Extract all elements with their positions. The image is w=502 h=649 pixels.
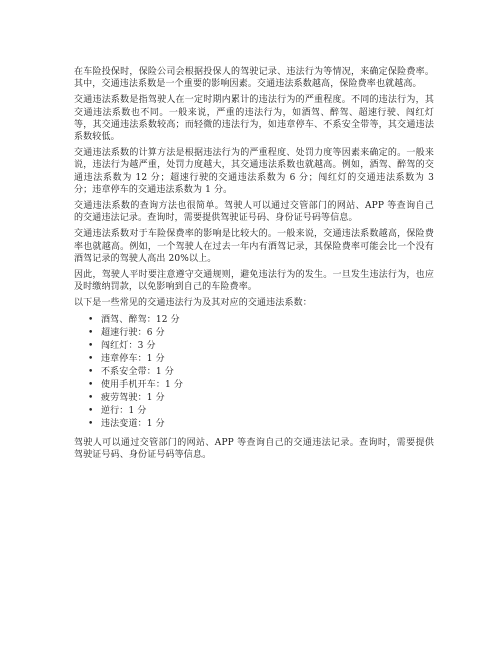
list-item-text: 酒驾、醉驾：12 分: [101, 314, 180, 325]
bullet-icon: •: [88, 393, 94, 404]
paragraph-closing: 驾驶人可以通过交管部门的网站、APP 等查询自己的交通违法记录。查询时，需要提供驾驶证号码、身份证号码等信息。: [74, 437, 434, 460]
bullet-icon: •: [88, 340, 94, 351]
paragraph-advice: 因此，驾驶人平时要注意遵守交通规则，避免违法行为的发生。一旦发生违法行为，也应及时缴纳罚款，以免影响到自己的车险费率。: [74, 270, 434, 293]
paragraph-calculation: 交通违法系数的计算方法是根据违法行为的严重程度、处罚力度等因素来确定的。一般来说，违法行为越严重，处罚力度越大，其交通违法系数也就越高。例如，酒驾、醉驾的交通违法系数为 12 分；超速行驶的交通违法系数为 6 分；闯红灯的交通违法系数为 3 分；违章停车的交通违法系数为 1 分。: [74, 148, 434, 195]
list-item: [74, 340, 434, 353]
list-item: [74, 405, 434, 418]
list-item-text: 违法变道：1 分: [101, 419, 165, 430]
list-item: [74, 418, 434, 431]
list-item-text: 不系安全带：1 分: [101, 367, 174, 378]
paragraph-premium-impact: 交通违法系数对于车险保费率的影响是比较大的。一般来说，交通违法系数越高，保险费率也就越高。例如，一个驾驶人在过去一年内有酒驾记录，其保险费率可能会比一个没有酒驾记录的驾驶人高出 20%以上。: [74, 229, 434, 264]
list-item: [74, 314, 434, 327]
paragraph-intro: 在车险投保时，保险公司会根据投保人的驾驶记录、违法行为等情况，来确定保险费率。其中，交通违法系数是一个重要的影响因素。交通违法系数越高，保险费率也就越高。: [74, 67, 434, 90]
document-page: [74, 66, 434, 465]
bullet-icon: •: [88, 380, 94, 391]
bullet-icon: •: [88, 419, 94, 430]
bullet-icon: •: [88, 327, 94, 338]
list-item-text: 违章停车：1 分: [101, 353, 165, 364]
list-item: [74, 392, 434, 405]
list-item: [74, 379, 434, 392]
bullet-icon: •: [88, 367, 94, 378]
list-item: [74, 327, 434, 340]
list-item-text: 闯红灯：3 分: [101, 340, 156, 351]
bullet-icon: •: [88, 314, 94, 325]
list-item: [74, 366, 434, 379]
violation-list: [74, 314, 434, 432]
bullet-icon: •: [88, 406, 94, 417]
list-item-text: 超速行驶：6 分: [101, 327, 165, 338]
list-item-text: 逆行：1 分: [101, 406, 147, 417]
paragraph-query-method: 交通违法系数的查询方法也很简单。驾驶人可以通过交管部门的网站、APP 等查询自己的交通违法记录。查询时，需要提供驾驶证号码、身份证号码等信息。: [74, 201, 434, 224]
paragraph-list-intro: 以下是一些常见的交通违法行为及其对应的交通违法系数：: [74, 298, 312, 309]
paragraph-definition: 交通违法系数是指驾驶人在一定时期内累计的违法行为的严重程度。不同的违法行为，其交通违法系数也不同。一般来说，严重的违法行为，如酒驾、醉驾、超速行驶、闯红灯等，其交通违法系数较高；而轻微的违法行为，如违章停车、不系安全带等，其交通违法系数较低。: [74, 95, 434, 143]
list-item: [74, 353, 434, 366]
bullet-icon: •: [88, 353, 94, 364]
list-item-text: 使用手机开车：1 分: [101, 380, 184, 391]
list-item-text: 疲劳驾驶：1 分: [101, 393, 165, 404]
